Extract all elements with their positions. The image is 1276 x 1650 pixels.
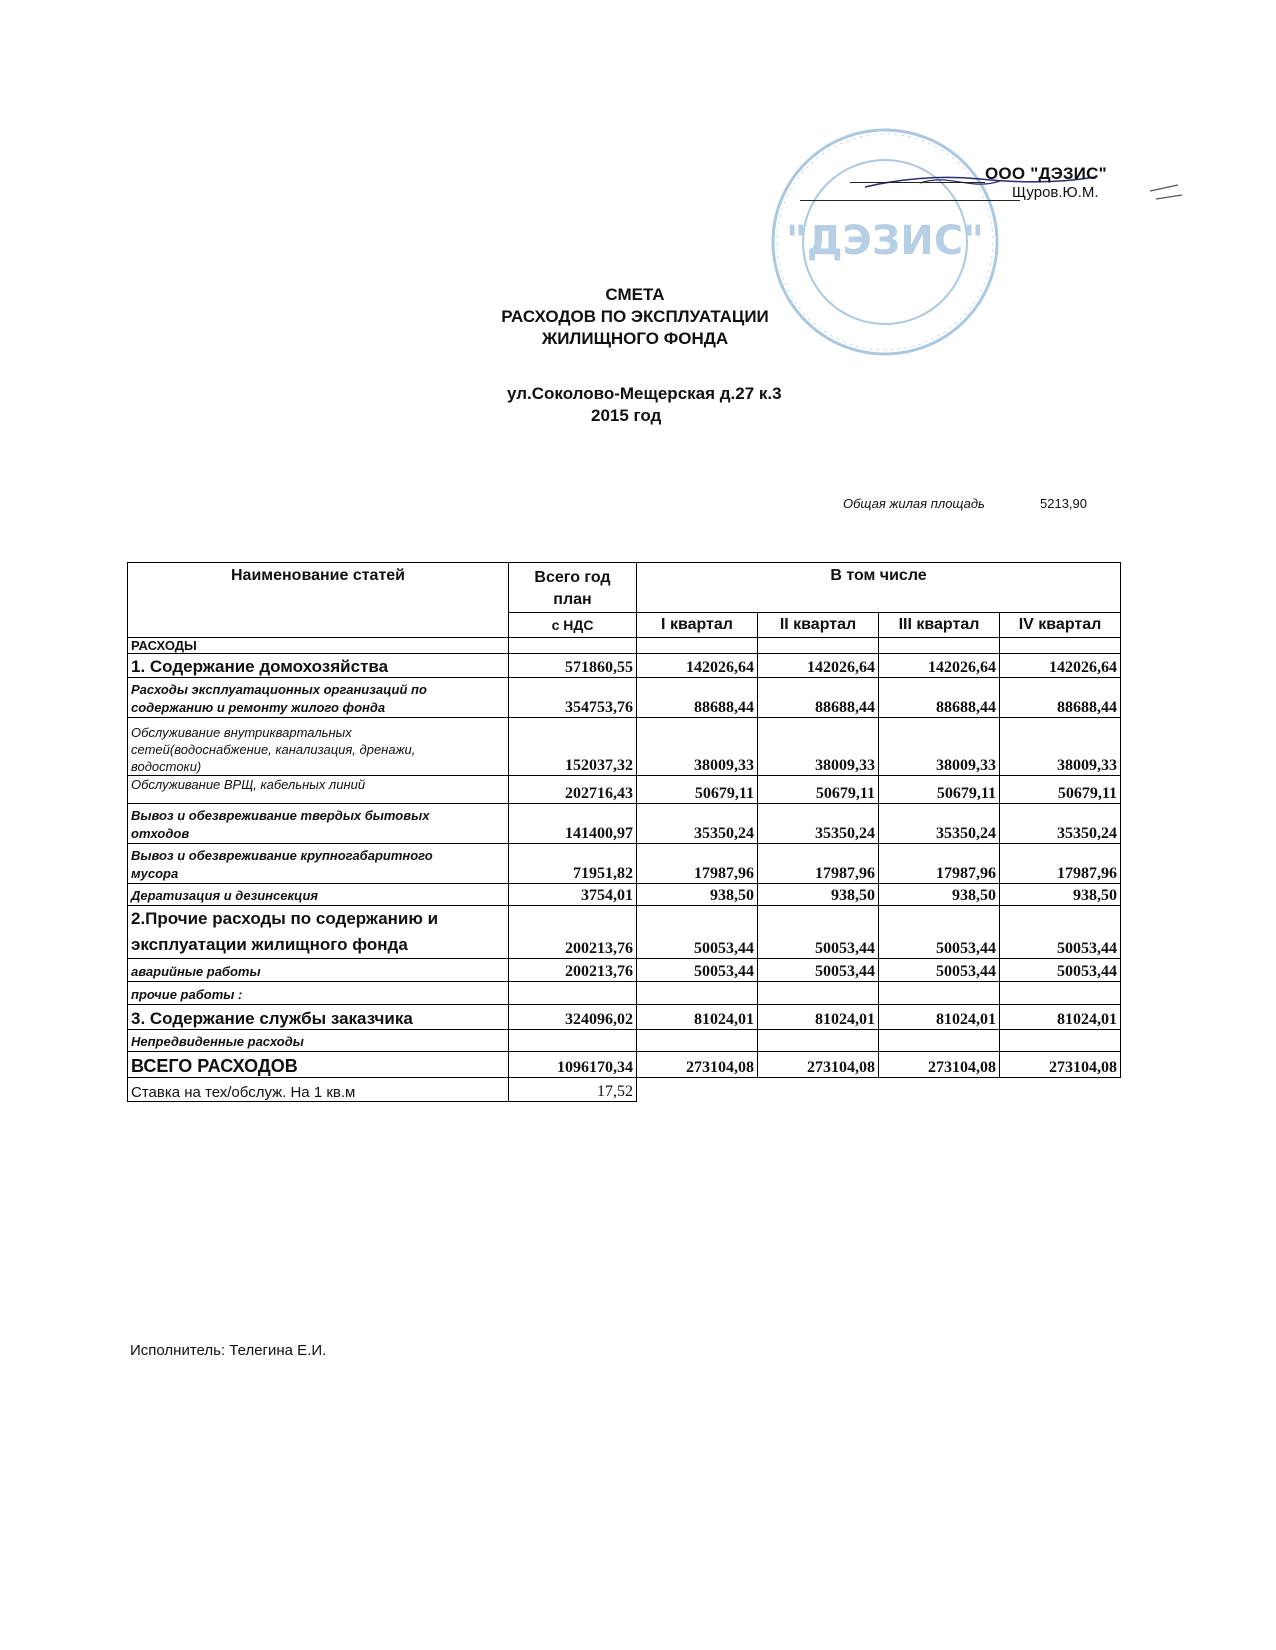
- director-name: Щуров.Ю.М.: [1012, 184, 1099, 201]
- row-q4: 50679,11: [1000, 776, 1121, 804]
- table-row: [128, 678, 1121, 718]
- row-q3: 273104,08: [879, 1052, 1000, 1078]
- table-row: [128, 718, 1121, 776]
- row-q2: 142026,64: [758, 654, 879, 678]
- row-q1: 81024,01: [637, 1005, 758, 1030]
- header-q1: I квартал: [637, 613, 758, 638]
- table-row: [128, 804, 1121, 844]
- row-q2: 88688,44: [758, 678, 879, 718]
- table-row: [128, 1052, 1121, 1078]
- row-total: 200213,76: [509, 906, 637, 959]
- area-value: 5213,90: [1040, 496, 1087, 511]
- row-q4: 17987,96: [1000, 844, 1121, 884]
- row-total: 202716,43: [509, 776, 637, 804]
- row-q4: 938,50: [1000, 884, 1121, 906]
- row-q3: 142026,64: [879, 654, 1000, 678]
- row-name: Вывоз и обезвреживание твердых бытовых отходов: [128, 804, 509, 844]
- row-q4: 81024,01: [1000, 1005, 1121, 1030]
- row-q4: 38009,33: [1000, 718, 1121, 776]
- header-total: Всего год план: [509, 563, 637, 613]
- table-row: [128, 982, 1121, 1005]
- row-total: 200213,76: [509, 959, 637, 982]
- row-name: Дератизация и дезинсекция: [128, 884, 509, 906]
- header-vat: с НДС: [509, 613, 637, 638]
- row-q2: 273104,08: [758, 1052, 879, 1078]
- row-name: Обслуживание внутриквартальных сетей(водоснабжение, канализация, дренажи, водостоки): [128, 718, 509, 776]
- table-row: [128, 1030, 1121, 1052]
- row-total: 1096170,34: [509, 1052, 637, 1078]
- row-q1: 273104,08: [637, 1052, 758, 1078]
- doc-title-line3: ЖИЛИЩНОГО ФОНДА: [541, 329, 729, 348]
- row-q1: 88688,44: [637, 678, 758, 718]
- row-q4: 35350,24: [1000, 804, 1121, 844]
- row-total: 71951,82: [509, 844, 637, 884]
- row-q3: 81024,01: [879, 1005, 1000, 1030]
- row-name: 3. Содержание службы заказчика: [128, 1005, 509, 1030]
- row-q2: 17987,96: [758, 844, 879, 884]
- row-q1: 38009,33: [637, 718, 758, 776]
- row-q3: 50053,44: [879, 906, 1000, 959]
- area-label: Общая жилая площадь: [843, 496, 985, 511]
- table-row: [128, 1005, 1121, 1030]
- year: 2015 год: [591, 406, 662, 425]
- row-name: 2.Прочие расходы по содержанию и эксплуатации жилищного фонда: [128, 906, 509, 959]
- table-row: [128, 844, 1121, 884]
- organization-name: ООО "ДЭЗИС": [985, 164, 1107, 183]
- row-total: 17,52: [509, 1078, 637, 1102]
- executor: Исполнитель: Телегина Е.И.: [130, 1342, 327, 1359]
- table-row: [128, 906, 1121, 959]
- row-total: 141400,97: [509, 804, 637, 844]
- row-total: 152037,32: [509, 718, 637, 776]
- row-q4: 50053,44: [1000, 906, 1121, 959]
- stamp-center-text: "ДЭЗИС": [786, 218, 984, 264]
- row-q2: 938,50: [758, 884, 879, 906]
- row-total: 324096,02: [509, 1005, 637, 1030]
- signature-line: [800, 200, 1020, 201]
- row-q3: 38009,33: [879, 718, 1000, 776]
- header-including: В том числе: [637, 563, 1121, 613]
- row-name: ВСЕГО РАСХОДОВ: [128, 1052, 509, 1078]
- row-q3: 88688,44: [879, 678, 1000, 718]
- signature-line: [850, 182, 985, 183]
- row-total: 571860,55: [509, 654, 637, 678]
- row-q1: 17987,96: [637, 844, 758, 884]
- row-name: 1. Содержание домохозяйства: [128, 654, 509, 678]
- table-row: [128, 884, 1121, 906]
- row-q4: 142026,64: [1000, 654, 1121, 678]
- row-name: Обслуживание ВРЩ, кабельных линий: [128, 776, 509, 804]
- doc-title-line2: РАСХОДОВ ПО ЭКСПЛУАТАЦИИ: [501, 307, 769, 326]
- table-row: [128, 776, 1121, 804]
- header-q2: II квартал: [758, 613, 879, 638]
- header-name: Наименование статей: [128, 563, 509, 638]
- row-q2: 81024,01: [758, 1005, 879, 1030]
- estimate-table: [127, 562, 1121, 1102]
- row-q2: 50053,44: [758, 906, 879, 959]
- table-row: [128, 654, 1121, 678]
- header-q3: III квартал: [879, 613, 1000, 638]
- row-q3: 50053,44: [879, 959, 1000, 982]
- row-q2: 50053,44: [758, 959, 879, 982]
- address: ул.Соколово-Мещерская д.27 к.3: [507, 384, 782, 403]
- row-q3: 938,50: [879, 884, 1000, 906]
- table-row: [128, 1078, 1121, 1102]
- row-q4: 88688,44: [1000, 678, 1121, 718]
- row-q1: 50679,11: [637, 776, 758, 804]
- row-name: Вывоз и обезвреживание крупногабаритного мусора: [128, 844, 509, 884]
- company-stamp: [765, 122, 1005, 362]
- row-name: Непредвиденные расходы: [128, 1030, 509, 1052]
- row-q1: 938,50: [637, 884, 758, 906]
- row-name: аварийные работы: [128, 959, 509, 982]
- doc-title-line1: СМЕТА: [605, 285, 665, 304]
- row-q4: 50053,44: [1000, 959, 1121, 982]
- row-q3: 17987,96: [879, 844, 1000, 884]
- header-q4: IV квартал: [1000, 613, 1121, 638]
- row-q3: 50679,11: [879, 776, 1000, 804]
- row-name: Расходы эксплуатационных организаций по содержанию и ремонту жилого фонда: [128, 678, 509, 718]
- row-q3: 35350,24: [879, 804, 1000, 844]
- table-row: [128, 959, 1121, 982]
- row-q2: 38009,33: [758, 718, 879, 776]
- row-q1: 35350,24: [637, 804, 758, 844]
- row-q1: 142026,64: [637, 654, 758, 678]
- row-name: прочие работы :: [128, 982, 509, 1005]
- row-q1: 50053,44: [637, 906, 758, 959]
- row-total: 354753,76: [509, 678, 637, 718]
- section-expenses: РАСХОДЫ: [128, 638, 509, 654]
- row-total: 3754,01: [509, 884, 637, 906]
- row-name: Ставка на тех/обслуж. На 1 кв.м: [128, 1078, 509, 1102]
- row-q1: 50053,44: [637, 959, 758, 982]
- row-q4: 273104,08: [1000, 1052, 1121, 1078]
- row-q2: 50679,11: [758, 776, 879, 804]
- row-q2: 35350,24: [758, 804, 879, 844]
